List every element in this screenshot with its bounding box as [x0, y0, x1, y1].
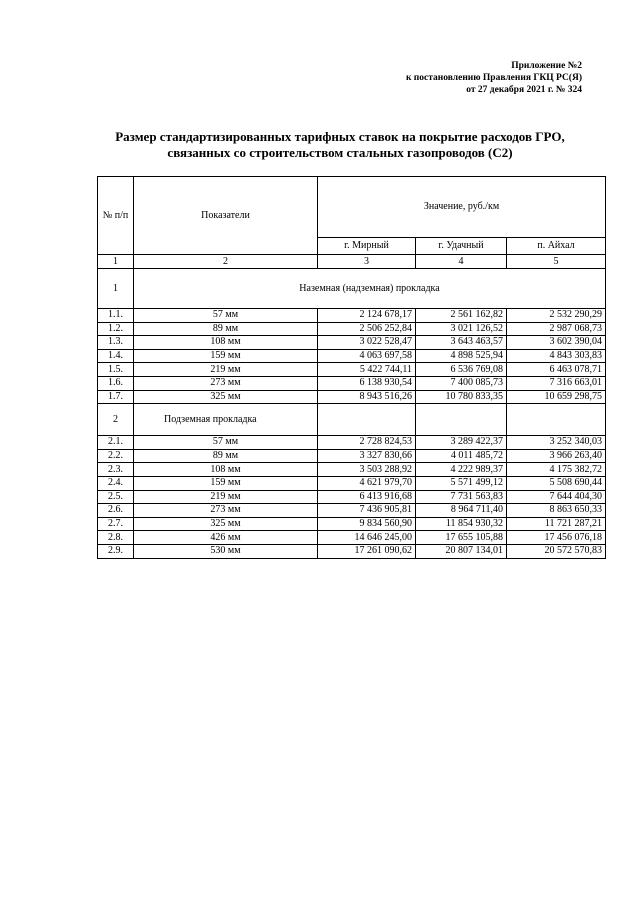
row-number: 2.4.	[98, 476, 134, 490]
value-mirny: 2 728 824,53	[318, 436, 416, 450]
row-number: 2.5.	[98, 490, 134, 504]
value-udachny: 5 571 499,12	[416, 476, 507, 490]
row-indicator: 89 мм	[134, 449, 318, 463]
table-row	[98, 490, 606, 504]
value-aikhal: 3 966 263,40	[507, 449, 606, 463]
col-number: 1	[98, 255, 134, 269]
value-udachny: 20 807 134,01	[416, 544, 507, 558]
value-aikhal: 2 987 068,73	[507, 322, 606, 336]
row-number: 1.3.	[98, 336, 134, 350]
row-indicator: 530 мм	[134, 544, 318, 558]
row-indicator: 159 мм	[134, 349, 318, 363]
row-number: 2.2.	[98, 449, 134, 463]
table-row	[98, 390, 606, 404]
header-value: Значение, руб./км	[318, 177, 606, 238]
value-udachny: 3 021 126,52	[416, 322, 507, 336]
section-number: 2	[98, 404, 134, 436]
appendix-line-3: от 27 декабря 2021 г. № 324	[466, 85, 582, 95]
empty-cell	[507, 404, 606, 436]
header-city-3: п. Айхал	[507, 238, 606, 255]
row-indicator: 426 мм	[134, 531, 318, 545]
value-mirny: 3 022 528,47	[318, 336, 416, 350]
value-udachny: 7 400 085,73	[416, 376, 507, 390]
appendix-note	[406, 60, 582, 96]
row-number: 2.7.	[98, 517, 134, 531]
header-city-1: г. Мирный	[318, 238, 416, 255]
value-mirny: 8 943 516,26	[318, 390, 416, 404]
value-aikhal: 20 572 570,83	[507, 544, 606, 558]
value-aikhal: 10 659 298,75	[507, 390, 606, 404]
value-aikhal: 7 644 404,30	[507, 490, 606, 504]
value-mirny: 4 621 979,70	[318, 476, 416, 490]
col-number: 2	[134, 255, 318, 269]
col-number: 3	[318, 255, 416, 269]
value-udachny: 3 289 422,37	[416, 436, 507, 450]
row-indicator: 159 мм	[134, 476, 318, 490]
tariff-table	[97, 176, 606, 559]
section-row	[98, 269, 606, 309]
value-udachny: 4 222 989,37	[416, 463, 507, 477]
table-row	[98, 336, 606, 350]
value-mirny: 6 413 916,68	[318, 490, 416, 504]
value-udachny: 6 536 769,08	[416, 363, 507, 377]
header-indicator: Показатели	[134, 177, 318, 255]
appendix-line-2: к постановлению Правления ГКЦ РС(Я)	[405, 73, 582, 83]
table-row	[98, 531, 606, 545]
value-aikhal: 4 175 382,72	[507, 463, 606, 477]
row-indicator: 325 мм	[134, 517, 318, 531]
row-number: 2.6.	[98, 504, 134, 518]
row-number: 1.2.	[98, 322, 134, 336]
empty-cell	[416, 404, 507, 436]
value-aikhal: 2 532 290,29	[507, 309, 606, 323]
table-row	[98, 436, 606, 450]
value-udachny: 4 011 485,72	[416, 449, 507, 463]
table-row	[98, 449, 606, 463]
table-row	[98, 349, 606, 363]
column-numbers-row	[98, 255, 606, 269]
value-udachny: 11 854 930,32	[416, 517, 507, 531]
row-number: 1.1.	[98, 309, 134, 323]
value-udachny: 4 898 525,94	[416, 349, 507, 363]
row-number: 2.8.	[98, 531, 134, 545]
value-udachny: 7 731 563,83	[416, 490, 507, 504]
document-title	[60, 129, 620, 161]
section-title: Подземная прокладка	[134, 404, 318, 436]
value-mirny: 3 327 830,66	[318, 449, 416, 463]
value-udachny: 3 643 463,57	[416, 336, 507, 350]
title-line-1: Размер стандартизированных тарифных ставок на покрытие расходов ГРО,	[115, 129, 565, 144]
value-mirny: 14 646 245,00	[318, 531, 416, 545]
header-no	[98, 177, 134, 255]
value-mirny: 9 834 560,90	[318, 517, 416, 531]
table-row	[98, 476, 606, 490]
value-aikhal: 8 863 650,33	[507, 504, 606, 518]
value-aikhal: 3 602 390,04	[507, 336, 606, 350]
row-indicator: 219 мм	[134, 490, 318, 504]
table-row	[98, 309, 606, 323]
value-aikhal: 11 721 287,21	[507, 517, 606, 531]
value-mirny: 2 124 678,17	[318, 309, 416, 323]
value-aikhal: 7 316 663,01	[507, 376, 606, 390]
header-no-label: № п/п	[102, 209, 129, 221]
row-number: 2.3.	[98, 463, 134, 477]
table-row	[98, 463, 606, 477]
value-aikhal: 17 456 076,18	[507, 531, 606, 545]
table-row	[98, 504, 606, 518]
row-indicator: 108 мм	[134, 463, 318, 477]
value-mirny: 3 503 288,92	[318, 463, 416, 477]
row-number: 1.4.	[98, 349, 134, 363]
table-row	[98, 517, 606, 531]
header-city-2: г. Удачный	[416, 238, 507, 255]
value-udachny: 2 561 162,82	[416, 309, 507, 323]
value-mirny: 17 261 090,62	[318, 544, 416, 558]
row-indicator: 273 мм	[134, 376, 318, 390]
value-aikhal: 5 508 690,44	[507, 476, 606, 490]
row-indicator: 89 мм	[134, 322, 318, 336]
row-indicator: 325 мм	[134, 390, 318, 404]
row-number: 1.7.	[98, 390, 134, 404]
table-row	[98, 376, 606, 390]
value-mirny: 5 422 744,11	[318, 363, 416, 377]
value-mirny: 6 138 930,54	[318, 376, 416, 390]
section-number: 1	[98, 269, 134, 309]
row-number: 2.1.	[98, 436, 134, 450]
table-row	[98, 322, 606, 336]
value-mirny: 2 506 252,84	[318, 322, 416, 336]
header-row	[98, 177, 606, 238]
row-number: 1.6.	[98, 376, 134, 390]
value-mirny: 7 436 905,81	[318, 504, 416, 518]
col-number: 4	[416, 255, 507, 269]
section-row	[98, 404, 606, 436]
table-row	[98, 363, 606, 377]
value-udachny: 10 780 833,35	[416, 390, 507, 404]
col-number: 5	[507, 255, 606, 269]
appendix-line-1: Приложение №2	[511, 61, 582, 71]
value-aikhal: 6 463 078,71	[507, 363, 606, 377]
row-number: 2.9.	[98, 544, 134, 558]
value-udachny: 8 964 711,40	[416, 504, 507, 518]
value-mirny: 4 063 697,58	[318, 349, 416, 363]
row-indicator: 57 мм	[134, 436, 318, 450]
table-row	[98, 544, 606, 558]
value-udachny: 17 655 105,88	[416, 531, 507, 545]
section-title: Наземная (надземная) прокладка	[134, 269, 606, 309]
value-aikhal: 4 843 303,83	[507, 349, 606, 363]
row-indicator: 108 мм	[134, 336, 318, 350]
title-line-2: связанных со строительством стальных газопроводов (С2)	[167, 145, 513, 160]
row-indicator: 273 мм	[134, 504, 318, 518]
row-indicator: 219 мм	[134, 363, 318, 377]
row-indicator: 57 мм	[134, 309, 318, 323]
empty-cell	[318, 404, 416, 436]
value-aikhal: 3 252 340,03	[507, 436, 606, 450]
row-number: 1.5.	[98, 363, 134, 377]
